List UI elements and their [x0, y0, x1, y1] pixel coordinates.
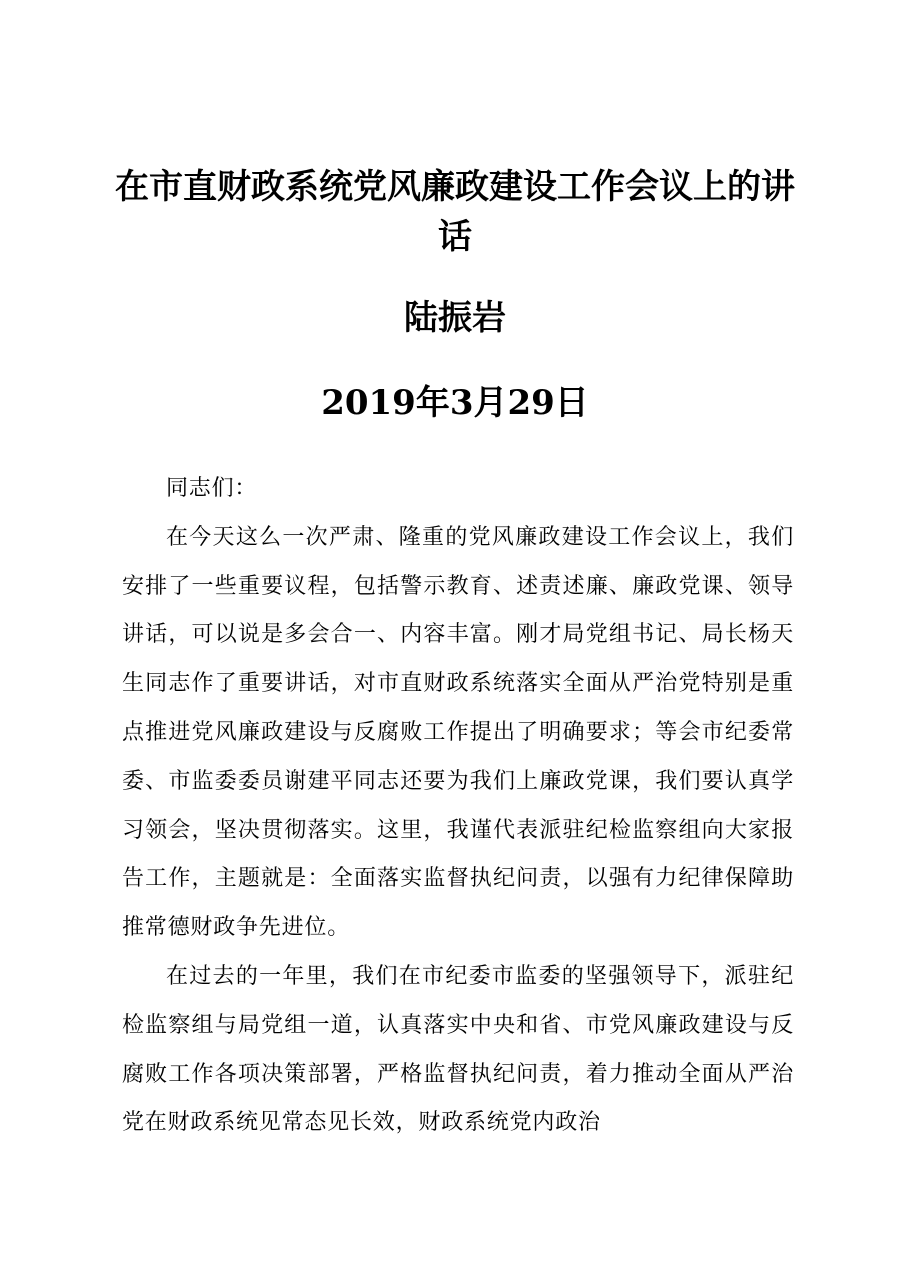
body-paragraph: 在过去的一年里，我们在市纪委市监委的坚强领导下，派驻纪检监察组与局党组一道，认真落实中央和省、市党风廉政建设与反腐败工作各项决策部署，严格监督执纪问责，着力推动全面从严治党在财政系统见常态见长效，财政系统党内政治 — [122, 963, 794, 1136]
salutation-paragraph: 同志们： — [166, 476, 258, 501]
document-date: 2019年3月29日 — [321, 383, 589, 423]
document-author: 陆振岩 — [404, 298, 506, 338]
body-paragraph: 在今天这么一次严肃、隆重的党风廉政建设工作会议上，我们安排了一些重要议程，包括警示教育、述责述廉、廉政党课、领导讲话，可以说是多会合一、内容丰富。刚才局党组书记、局长杨天生同志作了重要讲话，对市直财政系统落实全面从严治党特别是重点推进党风廉政建设与反腐败工作提出了明确要求；等会市纪委常委、市监委委员谢建平同志还要为我们上廉政党课，我们要认真学习领会，坚决贯彻落实。这里，我谨代表派驻纪检监察组向大家报告工作，主题就是：全面落实监督执纪问责，以强有力纪律保障助推常德财政争先进位。 — [122, 524, 794, 941]
document-title: 在市直财政系统党风廉政建设工作会议上的讲话 — [115, 167, 795, 257]
document-body — [122, 465, 794, 1148]
